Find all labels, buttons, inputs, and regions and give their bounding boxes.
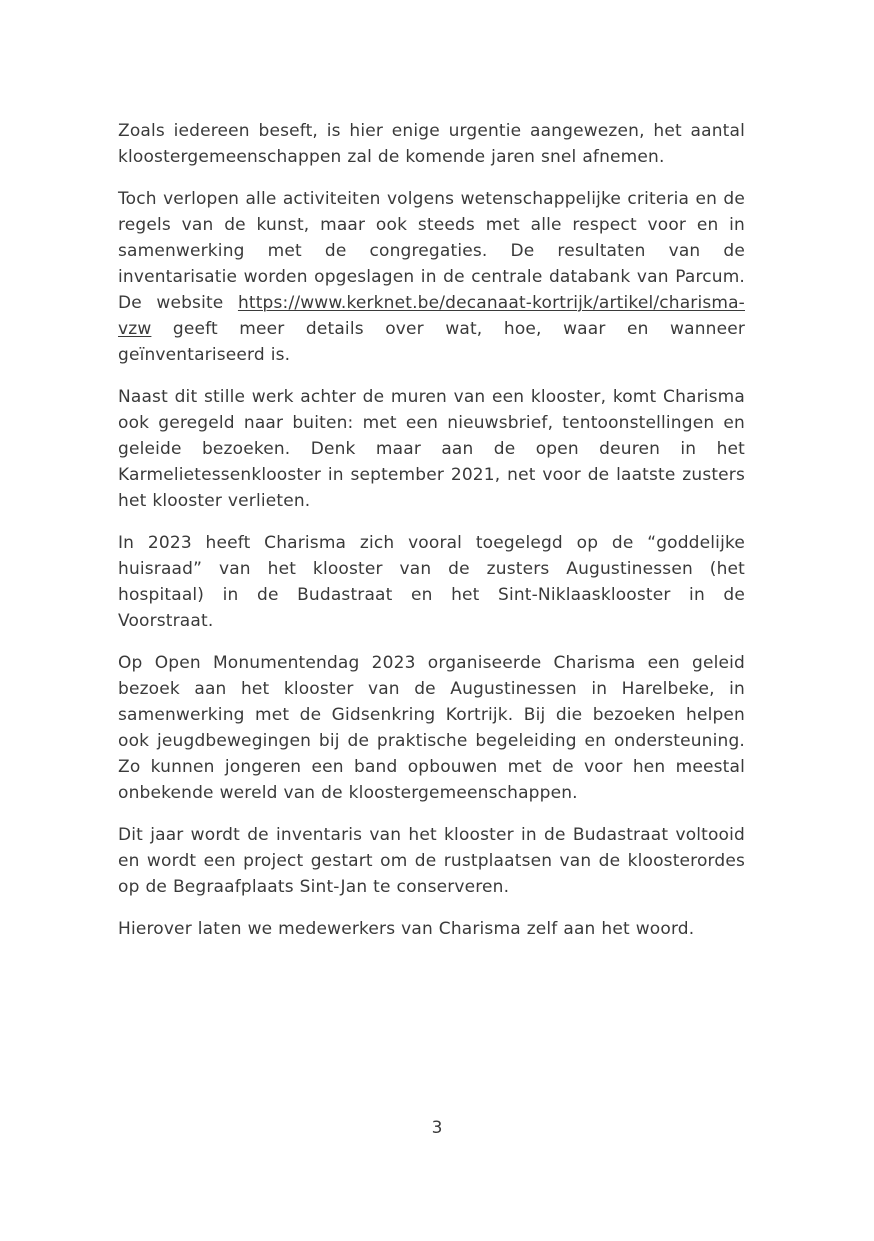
paragraph-7: Hierover laten we medewerkers van Charisma zelf aan het woord. xyxy=(118,919,695,939)
paragraph-2-text-after: geeft meer details over wat, hoe, waar en wanneer geïnventariseerd is. xyxy=(118,319,745,365)
kerknet-charisma-link[interactable]: https://www.kerknet.be/decanaat-kortrijk/artikel/charisma-vzw xyxy=(118,293,745,339)
page-number: 3 xyxy=(431,1118,443,1138)
paragraph-2 xyxy=(118,186,745,368)
document-body xyxy=(118,118,745,942)
paragraph-4: In 2023 heeft Charisma zich vooral toegelegd op de “goddelijke huisraad” van het klooster van de zusters Augustinessen (het hospitaal) in de Budastraat en het Sint-Niklaasklooster in de Voorstraat. xyxy=(118,533,745,631)
paragraph-5: Op Open Monumentendag 2023 organiseerde Charisma een geleid bezoek aan het klooster van de Augustinessen in Harelbeke, in samenwerking met de Gidsenkring Kortrijk. Bij die bezoeken helpen ook jeugdbewegingen bij de praktische begeleiding en ondersteuning. Zo kunnen jongeren een band opbouwen met de voor hen meestal onbekende wereld van de kloostergemeenschappen. xyxy=(118,653,745,803)
paragraph-6: Dit jaar wordt de inventaris van het klooster in de Budastraat voltooid en wordt een project gestart om de rustplaatsen van de kloosterordes op de Begraafplaats Sint-Jan te conserveren. xyxy=(118,825,745,897)
paragraph-1: Zoals iedereen beseft, is hier enige urgentie aangewezen, het aantal kloostergemeenschappen zal de komende jaren snel afnemen. xyxy=(118,121,745,167)
paragraph-2-text-before: Toch verlopen alle activiteiten volgens wetenschappelijke criteria en de regels van de kunst, maar ook steeds met alle respect voor en in samenwerking met de congregaties. De resultaten van de inventarisatie worden opgeslagen in de centrale databank van Parcum. De website xyxy=(118,189,745,313)
paragraph-3: Naast dit stille werk achter de muren van een klooster, komt Charisma ook geregeld naar buiten: met een nieuwsbrief, tentoonstellingen en geleide bezoeken. Denk maar aan de open deuren in het Karmelietessenklooster in september 2021, net voor de laatste zusters het klooster verlieten. xyxy=(118,387,745,511)
